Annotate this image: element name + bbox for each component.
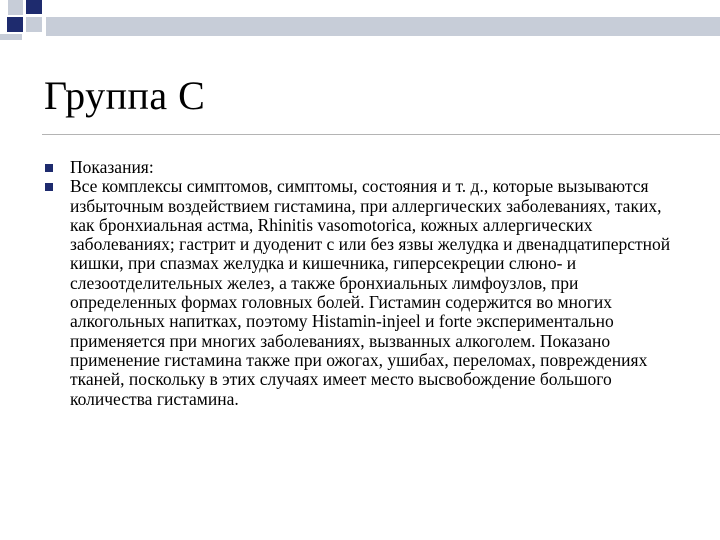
bullet-item-indications (44, 158, 684, 177)
square-bullet-icon (45, 164, 53, 172)
slide-title: Группа С (44, 73, 206, 118)
bullet-item-description (44, 177, 684, 409)
square-bullet-icon (45, 183, 53, 191)
header-decor-bar (46, 17, 720, 36)
bullet-list (44, 158, 684, 409)
bullet-text-description: Все комплексы симптомов, симптомы, состояния и т. д., которые вызываются избыточным воздействием гистамина, при аллергических заболеваниях, таких, как бронхиальная астма, Rhinitis vasomotorica, кожных аллергических заболеваниях; гастрит и дуоденит с или без язвы желудка и двенадцатиперстной кишки, при спазмах желудка и кишечника, гиперсекреции слюно- и слезоотделительных желез, а также бронхиальных лимфоузлов, при определенных формах головных болей. Гистамин содержится во многих алкогольных напитках, поэтому Histamin-injeel и forte экспериментально применяется при многих заболеваниях, вызванных алкоголем. Показано применение гистамина также при ожогах, ушибах, переломах, повреждениях тканей, поскольку в этих случаях имеет место высвобождение большого количества гистамина. (70, 176, 671, 409)
bullet-text-indications: Показания: (70, 157, 154, 177)
title-divider (42, 134, 720, 135)
